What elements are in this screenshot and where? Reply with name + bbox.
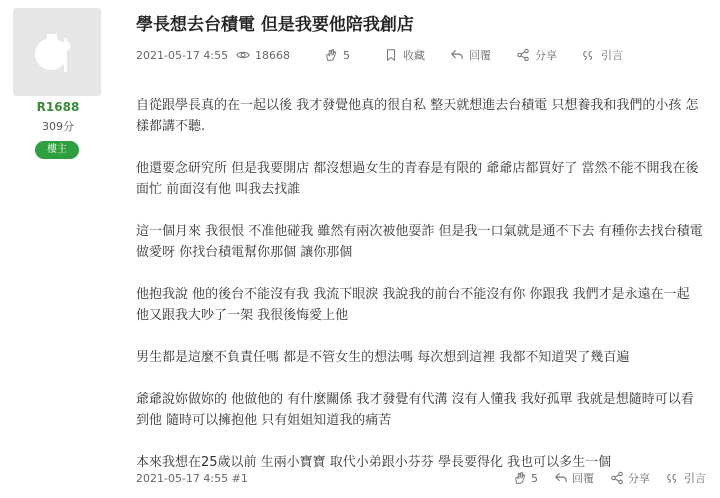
default-avatar-icon [29, 24, 85, 80]
op-badge: 樓主 [35, 141, 79, 159]
share-icon [516, 48, 530, 62]
post-date: 2021-05-17 4:55 [136, 48, 229, 62]
share-button[interactable] [516, 47, 578, 63]
reply-button[interactable] [450, 47, 512, 63]
share-label: 分享 [535, 49, 557, 62]
post-paragraph: 自從跟學長真的在一起以後 我才發覺他真的很自私 整天就想進去台積電 只想養我和我們的小孩 怎樣都講不聽. [136, 98, 699, 134]
footer-actions [497, 470, 706, 486]
quote-icon [582, 48, 596, 62]
footer-like-count: 5 [531, 471, 538, 485]
footer-share-label: 分享 [628, 472, 650, 485]
footer-like-button[interactable] [513, 471, 538, 485]
hand-clap-icon [513, 471, 527, 485]
view-count: 18668 [255, 48, 290, 62]
share-icon [610, 471, 624, 485]
like-button[interactable] [324, 48, 374, 62]
footer-quote-button[interactable] [666, 470, 706, 486]
post-paragraph: 爺爺說妳做妳的 他做他的 有什麼關係 我才發覺有代溝 沒有人懂我 我好孤單 我就是想隨時可以看到他 隨時可以擁抱他 只有姐姐知道我的痛苦 [136, 392, 694, 428]
post-meta [136, 44, 706, 66]
user-points: 309分 [42, 120, 74, 133]
footer-quote-label: 引言 [684, 472, 706, 485]
post-paragraph: 他還要念研究所 但是我要開店 都沒想過女生的青春是有限的 爺爺店都買好了 當然不能不開我在後面忙 前面沒有他 叫我去找誰 [136, 161, 699, 197]
reply-icon [450, 48, 464, 62]
like-count: 5 [343, 48, 350, 62]
reply-label: 回覆 [469, 49, 491, 62]
username[interactable]: R1688 [36, 100, 80, 114]
bookmark-icon [384, 48, 398, 62]
post-paragraph: 男生都是這麼不負責任嗎 都是不管女生的想法嗎 每次想到這裡 我都不知道哭了幾百遍 [136, 350, 630, 365]
bookmark-button[interactable] [384, 47, 446, 63]
footer-reply-button[interactable] [554, 470, 594, 486]
post-date-floor: 2021-05-17 4:55 #1 [136, 471, 248, 485]
post-paragraph: 這一個月來 我很恨 不准他碰我 雖然有兩次被他耍詐 但是我一口氣就是通不下去 有種你去找台積電做愛呀 你找台積電幫你那個 讓你那個 [136, 224, 703, 260]
reply-icon [554, 471, 568, 485]
avatar[interactable] [13, 8, 101, 96]
post-title: 學長想去台積電 但是我要他陪我創店 [136, 15, 414, 35]
quote-label: 引言 [601, 49, 623, 62]
eye-icon [236, 48, 250, 62]
post-paragraph: 本來我想在25歲以前 生兩小寶寶 取代小弟跟小芬芬 學長要得化 我也可以多生一個 [136, 455, 612, 470]
footer-reply-label: 回覆 [572, 472, 594, 485]
author-sidebar [0, 0, 120, 498]
quote-icon [666, 471, 680, 485]
hand-clap-icon [324, 48, 338, 62]
footer-share-button[interactable] [610, 470, 650, 486]
views [236, 48, 306, 62]
post-paragraph: 他抱我說 他的後台不能沒有我 我流下眼淚 我說我的前台不能沒有你 你跟我 我們才是永遠在一起 他又跟我大吵了一架 我很後悔愛上他 [136, 287, 690, 323]
post-content [136, 95, 706, 494]
post-footer [136, 468, 706, 488]
bookmark-label: 收藏 [403, 49, 425, 62]
quote-button[interactable] [582, 47, 623, 63]
